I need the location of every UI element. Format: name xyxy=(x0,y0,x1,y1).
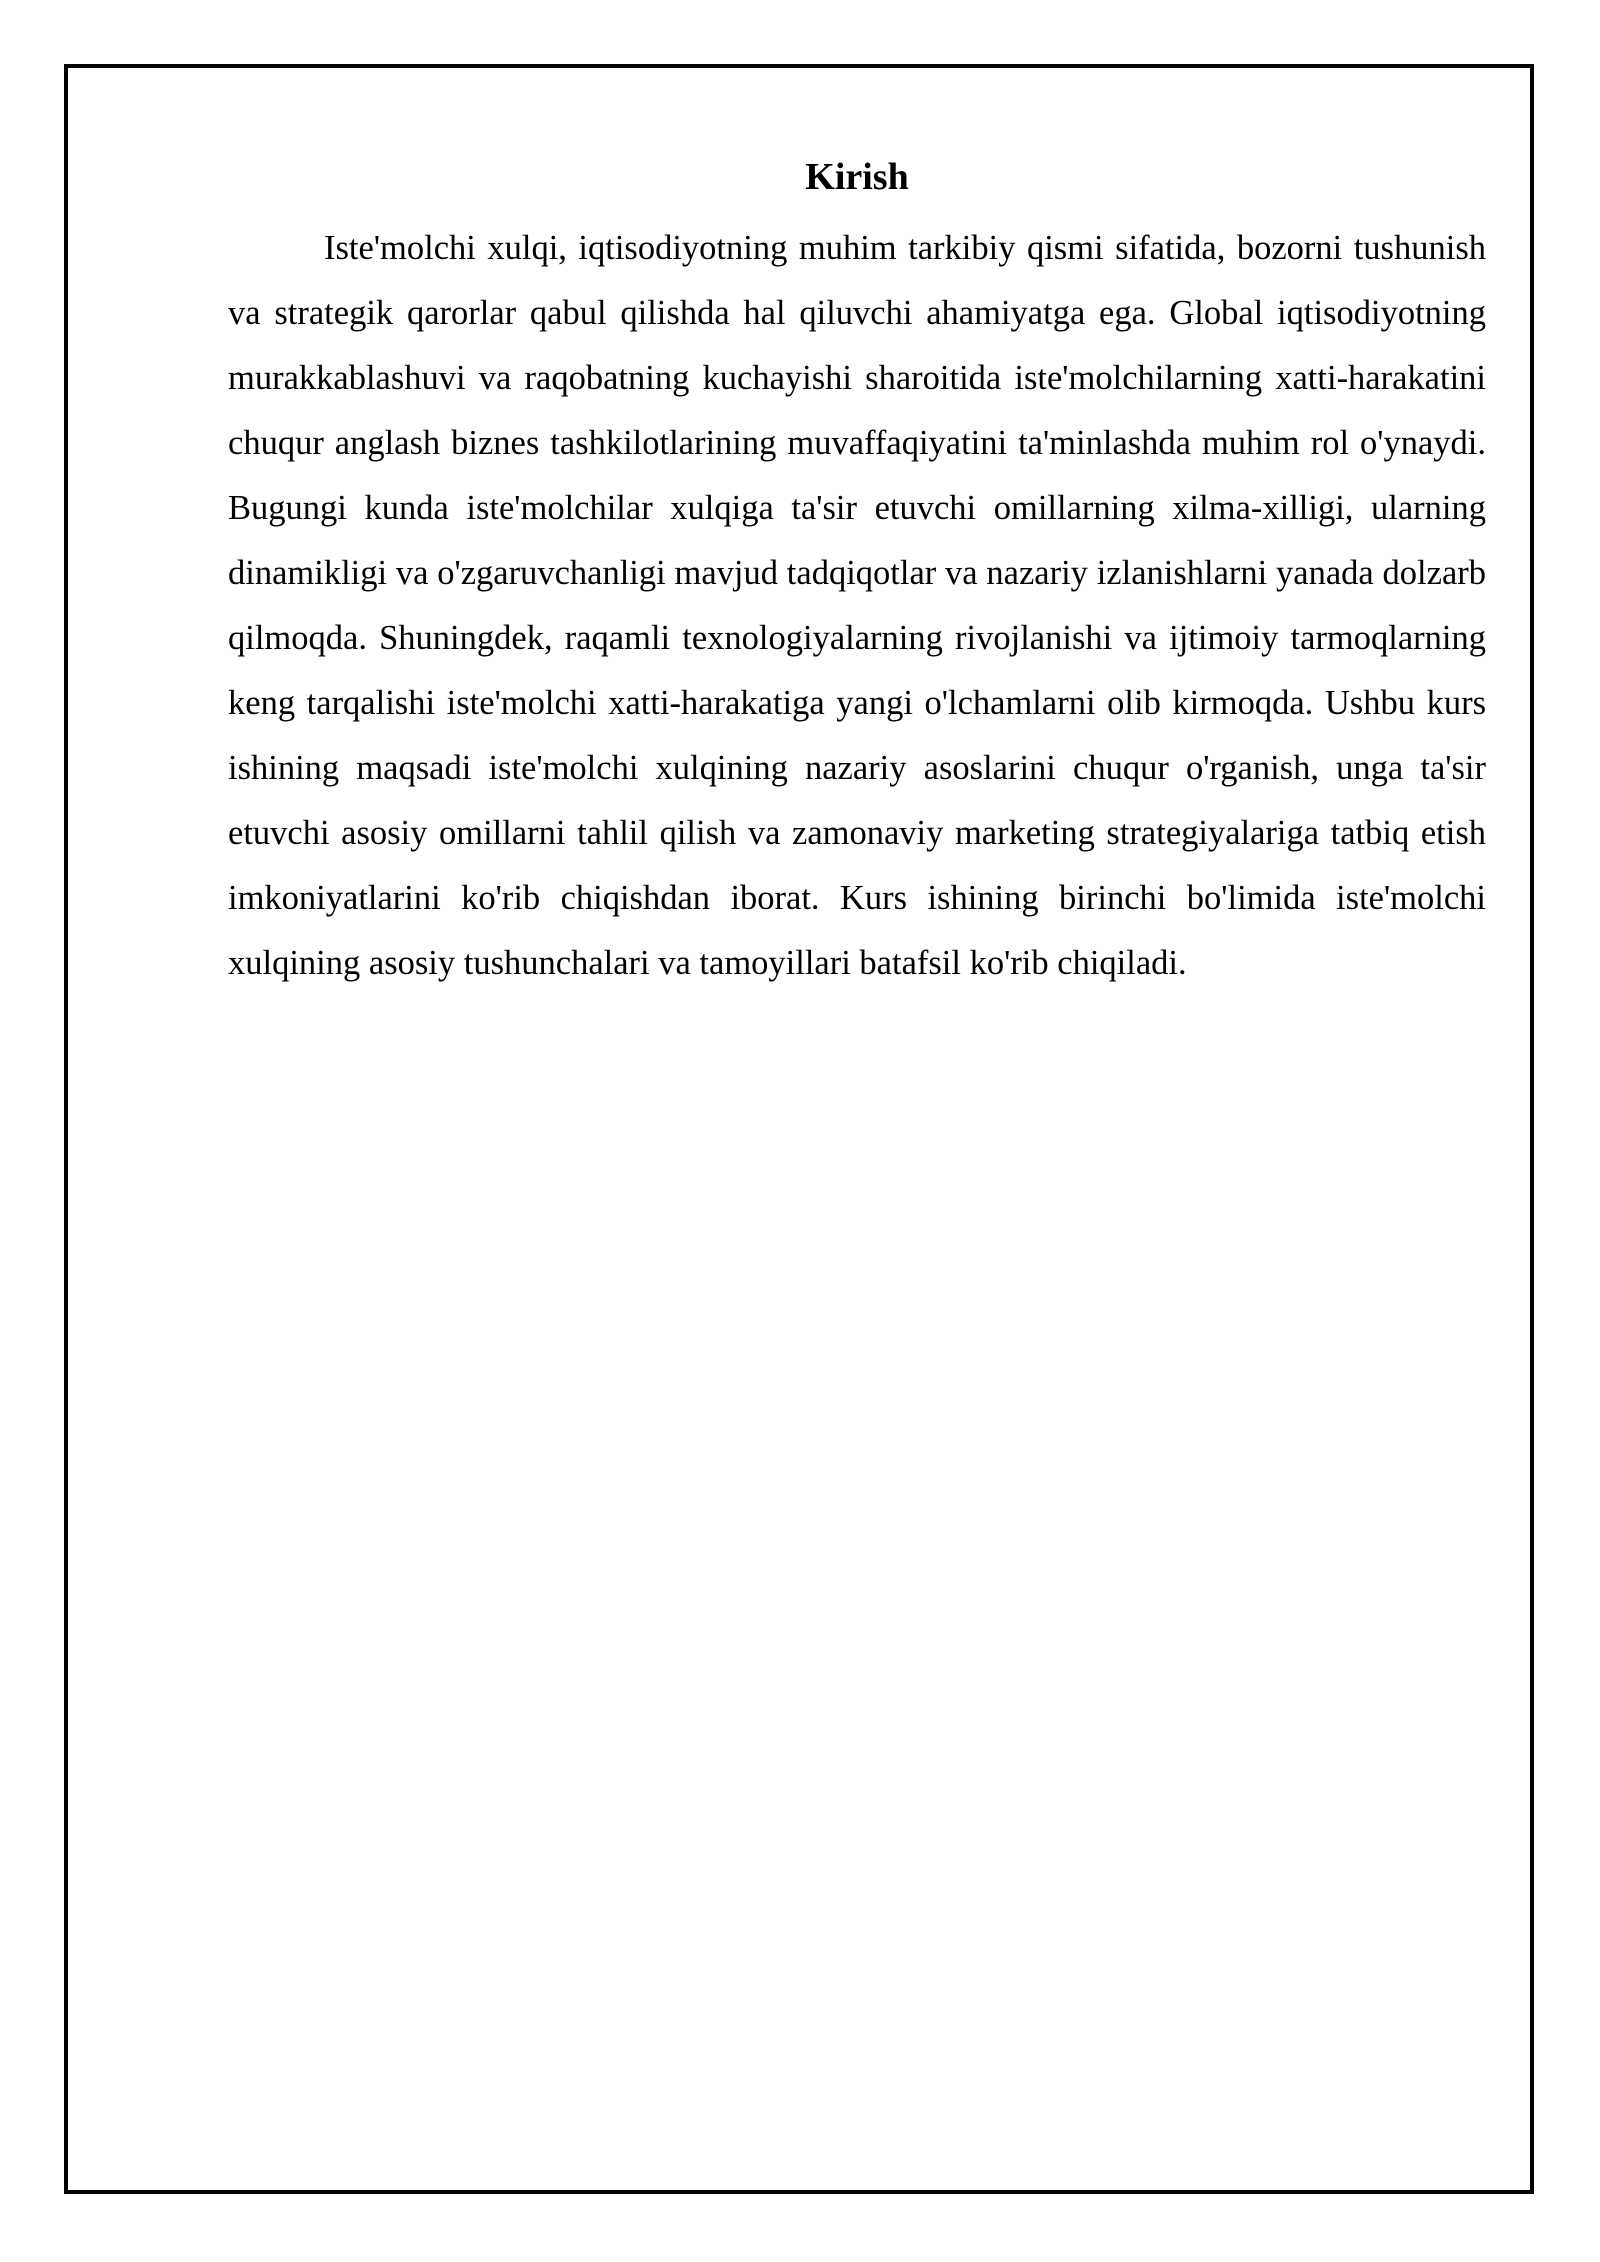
intro-paragraph: Iste'molchi xulqi, iqtisodiyotning muhim tarkibiy qismi sifatida, bozorni tushunish va strategik qarorlar qabul qilishda hal qiluvchi ahamiyatga ega. Global iqtisodiyotning murakkablashuvi va raqobatning kuchayishi sharoitida iste'molchilarning xatti-harakatini chuqur anglash biznes tashkilotlarining muvaffaqiyatini ta'minlashda muhim rol o'ynaydi. Bugungi kunda iste'molchilar xulqiga ta'sir etuvchi omillarning xilma-xilligi, ularning dinamikligi va o'zgaruvchanligi mavjud tadqiqotlar va nazariy izlanishlarni yanada dolzarb qilmoqda. Shuningdek, raqamli texnologiyalarning rivojlanishi va ijtimoiy tarmoqlarning keng tarqalishi iste'molchi xatti-harakatiga yangi o'lchamlarni olib kirmoqda. Ushbu kurs ishining maqsadi iste'molchi xulqining nazariy asoslarini chuqur o'rganish, unga ta'sir etuvchi asosiy omillarni tahlil qilish va zamonaviy marketing strategiyalariga tatbiq etish imkoniyatlarini ko'rib chiqishdan iborat. Kurs ishining birinchi bo'limida iste'molchi xulqining asosiy tushunchalari va tamoyillari batafsil ko'rib chiqiladi. xyxy=(228,229,1486,982)
document-title: Kirish xyxy=(805,156,909,198)
document-body xyxy=(228,150,1486,996)
